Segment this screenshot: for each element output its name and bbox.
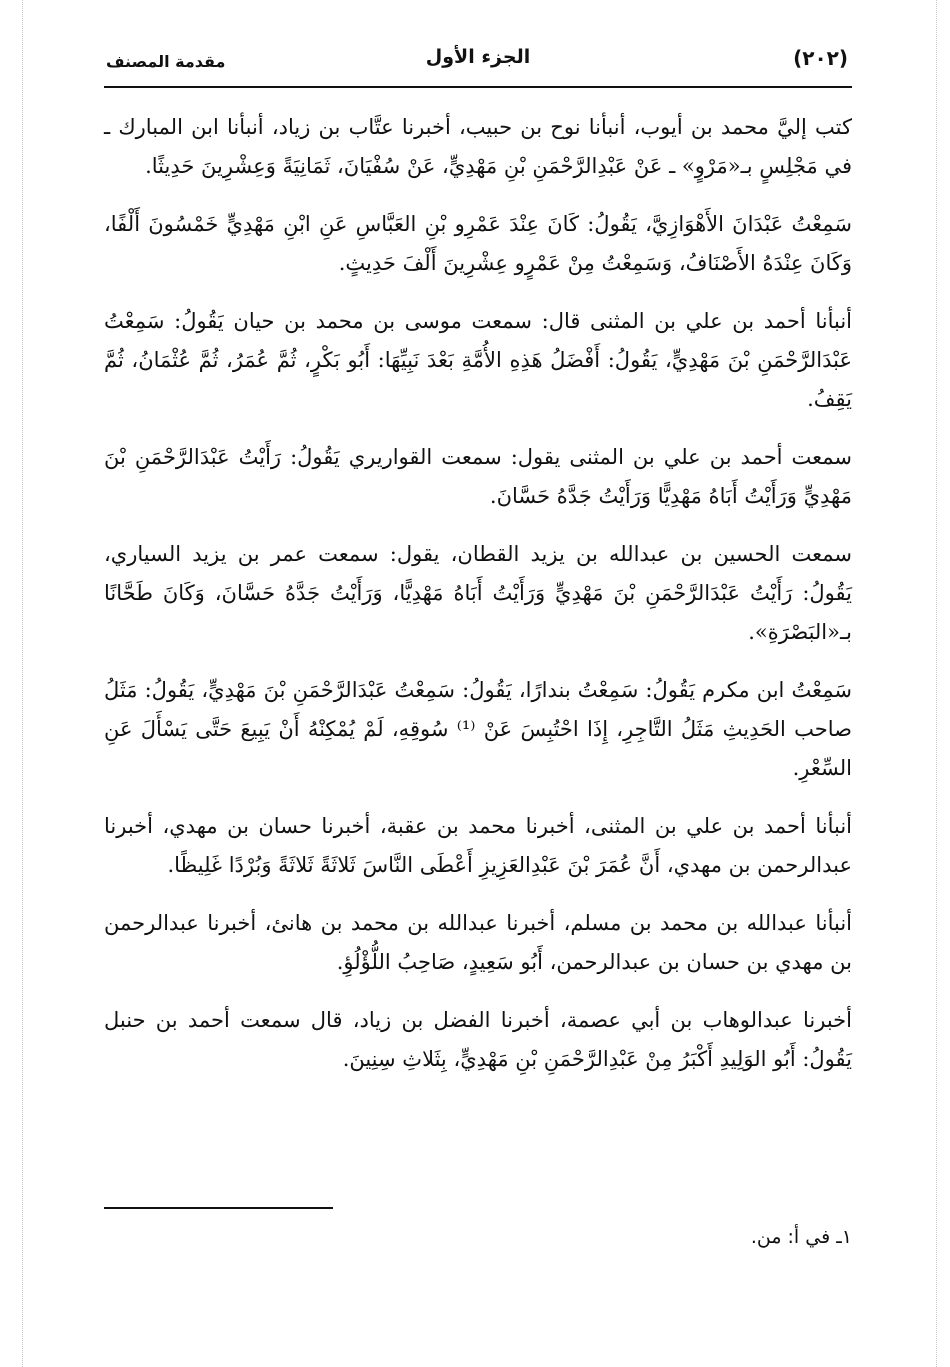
paragraph: أنبأنا أحمد بن علي بن المثنى، أخبرنا محمد بن عقبة، أخبرنا حسان بن مهدي، أخبرنا عبدالرحمن بن مهدي، أَنَّ عُمَرَ بْنَ عَبْدِالعَزِيزِ أَعْطَى النَّاسَ ثَلاثَةً ثَلاثَةً وَبُرْدًا غَلِيظًا. xyxy=(104,814,852,877)
footnote: ١ـ في أ: من. xyxy=(750,1226,852,1248)
paragraph: سَمِعْتُ عَبْدَانَ الأَهْوَازِيَّ، يَقُولُ: كَانَ عِنْدَ عَمْرِو بْنِ العَبَّاسِ عَنِ ابْنِ مَهْدِيٍّ خَمْسُونَ أَلْفًا، وَكَانَ عِنْدَهُ الأَصْنَافُ، وَسَمِعْتُ مِنْ عَمْرٍو عِشْرِينَ أَلْفَ حَدِيثٍ. xyxy=(104,212,852,275)
scan-artifact xyxy=(22,0,23,1367)
paragraph: أخبرنا عبدالوهاب بن أبي عصمة، أخبرنا الفضل بن زياد، قال سمعت أحمد بن حنبل يَقُولُ: أَبُو الوَلِيدِ أَكْبَرُ مِنْ عَبْدِالرَّحْمَنِ بْنِ مَهْدِيٍّ، بِثَلاثِ سِنِينَ. xyxy=(104,1008,852,1071)
body-text xyxy=(104,108,852,1079)
scan-artifact xyxy=(936,0,937,1367)
paragraph: أنبأنا أحمد بن علي بن المثنى قال: سمعت موسى بن محمد بن حيان يَقُولُ: سَمِعْتُ عَبْدَالرَّحْمَنِ بْنَ مَهْدِيٍّ، يَقُولُ: أَفْضَلُ هَذِهِ الأُمَّةِ بَعْدَ نَبِيِّهَا: أَبُو بَكْرٍ، ثُمَّ عُمَرُ، ثُمَّ عُثْمَانُ، ثُمَّ يَقِفُ. xyxy=(104,309,852,411)
document-page xyxy=(104,40,852,1098)
paragraph: كتب إليَّ محمد بن أيوب، أنبأنا نوح بن حبيب، أخبرنا عتَّاب بن زياد، أنبأنا ابن المبارك ـ في مَجْلِسٍ بـ«مَرْوٍ» ـ عَنْ عَبْدِالرَّحْمَنِ بْنِ مَهْدِيٍّ، عَنْ سُفْيَانَ، ثَمَانِيَةً وَعِشْرِينَ حَدِيثًا. xyxy=(104,115,852,178)
paragraph: سمعت أحمد بن علي بن المثنى يقول: سمعت القواريري يَقُولُ: رَأَيْتُ عَبْدَالرَّحْمَنِ بْنَ مَهْدِيٍّ وَرَأَيْتُ أَبَاهُ مَهْدِيًّا وَرَأَيْتُ جَدَّهُ حَسَّانَ. xyxy=(104,445,852,508)
footnote-divider xyxy=(104,1207,333,1209)
volume-title: الجزء الأول xyxy=(425,46,531,68)
paragraph: أنبأنا عبدالله بن محمد بن مسلم، أخبرنا عبدالله بن محمد بن هانئ، أخبرنا عبدالرحمن بن مهدي بن حسان بن عبدالرحمن، أَبُو سَعِيدٍ، صَاحِبُ اللُّؤْلُؤِ. xyxy=(104,911,852,974)
section-title: مقدمة المصنف xyxy=(106,52,226,71)
paragraph: سمعت الحسين بن عبدالله بن يزيد القطان، يقول: سمعت عمر بن يزيد السياري، يَقُولُ: رَأَيْتُ عَبْدَالرَّحْمَنِ بْنَ مَهْدِيٍّ وَرَأَيْتُ أَبَاهُ مَهْدِيًّا، وَرَأَيْتُ جَدَّهُ حَسَّانَ، وَكَانَ طَحَّانًا بـ«البَصْرَةِ». xyxy=(104,542,852,644)
running-header xyxy=(104,40,852,88)
paragraph: سَمِعْتُ ابن مكرم يَقُولُ: سَمِعْتُ بندارًا، يَقُولُ: سَمِعْتُ عَبْدَالرَّحْمَنِ بْنَ مَهْدِيٍّ، يَقُولُ: مَثَلُ صاحب الحَدِيثِ مَثَلُ التَّاجِرِ، إِذَا احْتُبِسَ عَنْ ⁽¹⁾ سُوقِهِ، لَمْ يُمْكِنْهُ أَنْ يَبِيعَ حَتَّى يَسْأَلَ عَنِ السِّعْرِ. xyxy=(104,678,852,780)
page-number: (٢٠٢) xyxy=(793,46,848,70)
